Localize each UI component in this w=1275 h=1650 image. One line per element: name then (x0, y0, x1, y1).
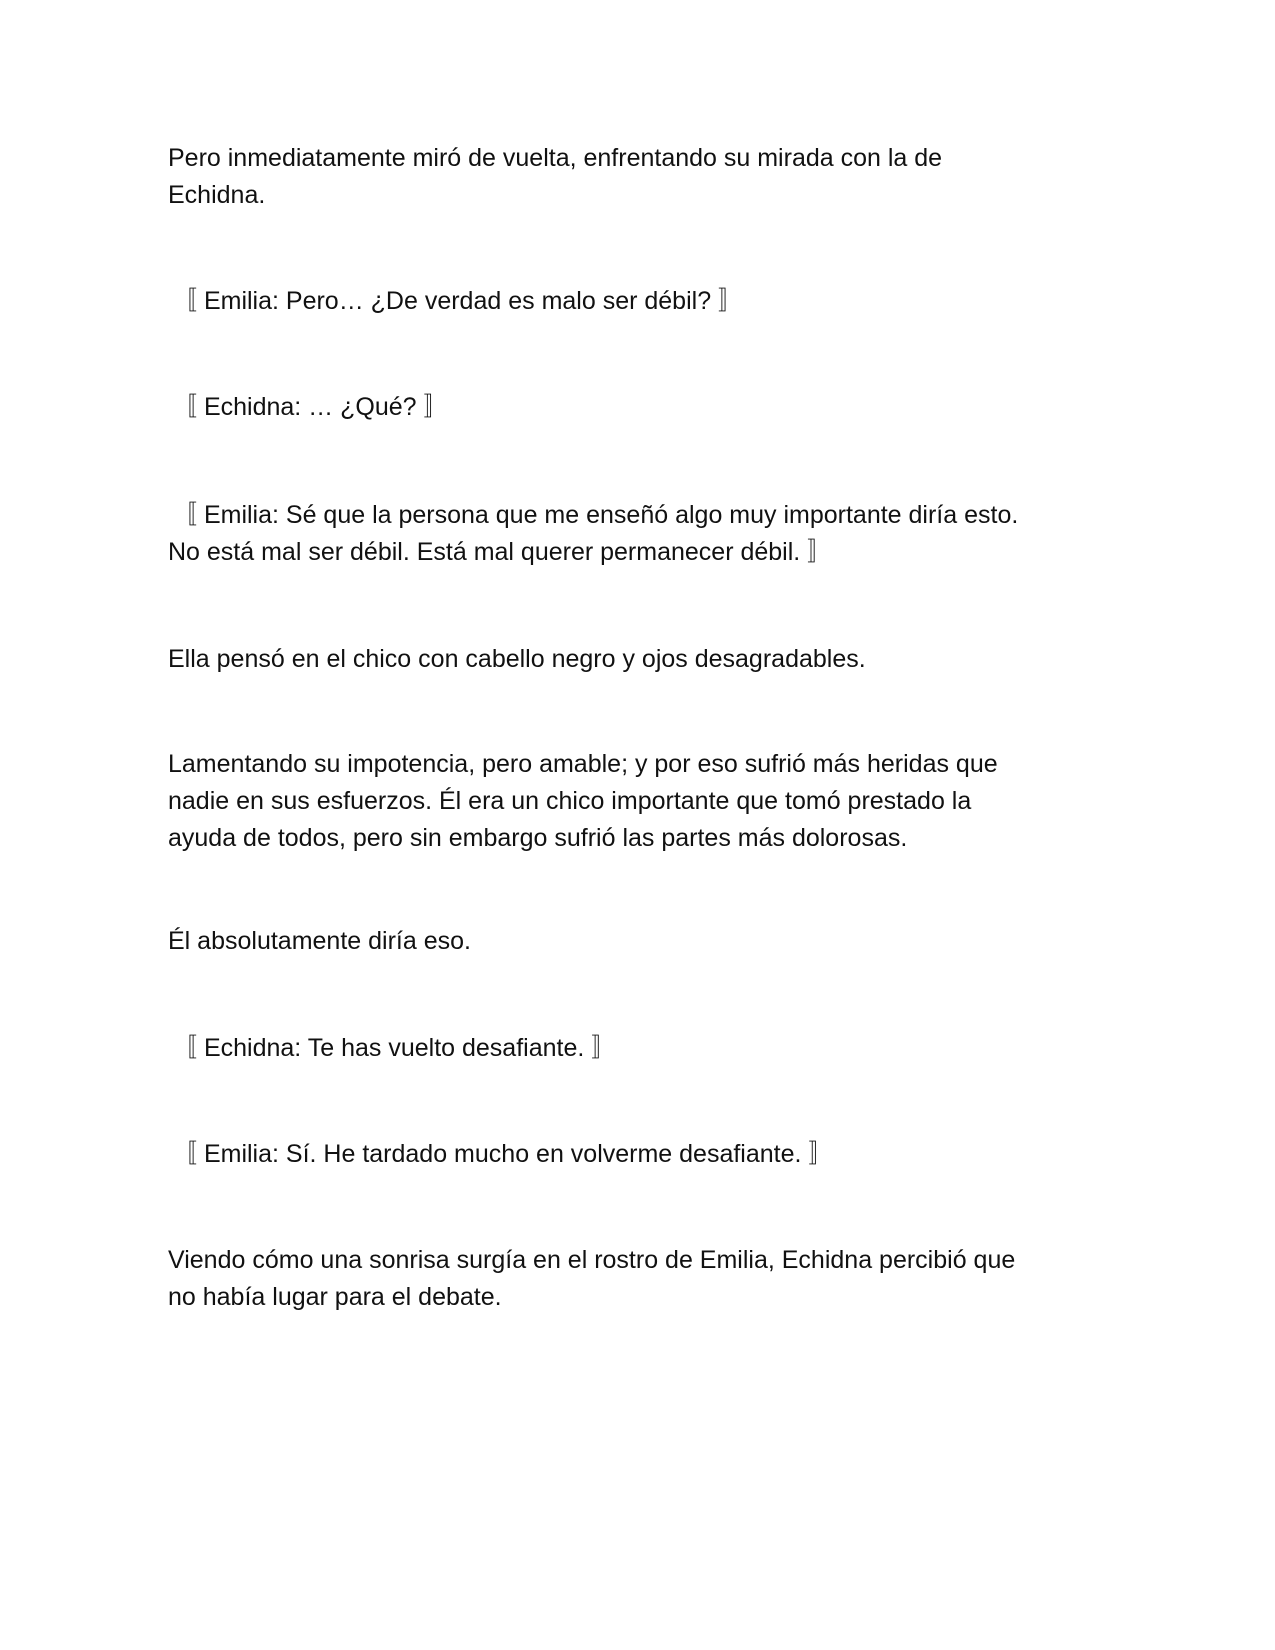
dialogue-line: 〚 Emilia: Pero… ¿De verdad es malo ser débil? 〛 (172, 287, 744, 315)
dialogue-paragraph (168, 283, 1068, 320)
text-line: nadie en sus esfuerzos. Él era un chico importante que tomó prestado la (168, 787, 972, 815)
paragraph (168, 746, 1068, 857)
text-line: Ella pensó en el chico con cabello negro y ojos desagradables. (168, 645, 866, 673)
dialogue-line: 〚 Echidna: Te has vuelto desafiante. 〛 (172, 1034, 617, 1062)
dialogue-line: 〚 Echidna: … ¿Qué? 〛 (172, 393, 449, 421)
text-line: Lamentando su impotencia, pero amable; y por eso sufrió más heridas que (168, 750, 998, 778)
text-line: ayuda de todos, pero sin embargo sufrió las partes más dolorosas. (168, 824, 908, 852)
dialogue-paragraph (168, 1136, 1068, 1173)
dialogue-line: 〚 Emilia: Sé que la persona que me enseñó algo muy importante diría esto. (172, 501, 1019, 529)
dialogue-paragraph (168, 1030, 1068, 1067)
dialogue-paragraph (168, 389, 1068, 426)
text-line: Él absolutamente diría eso. (168, 927, 471, 955)
text-line: Pero inmediatamente miró de vuelta, enfrentando su mirada con la de (168, 144, 943, 172)
text-line: Viendo cómo una sonrisa surgía en el rostro de Emilia, Echidna percibió que (168, 1246, 1016, 1274)
paragraph (168, 923, 1068, 960)
dialogue-paragraph (168, 497, 1068, 571)
paragraph (168, 140, 1068, 214)
dialogue-line: No está mal ser débil. Está mal querer permanecer débil. 〛 (168, 538, 833, 566)
text-line: Echidna. (168, 181, 266, 209)
dialogue-line: 〚 Emilia: Sí. He tardado mucho en volverme desafiante. 〛 (172, 1140, 834, 1168)
text-line: no había lugar para el debate. (168, 1283, 502, 1311)
paragraph (168, 1242, 1068, 1316)
paragraph (168, 641, 1068, 678)
